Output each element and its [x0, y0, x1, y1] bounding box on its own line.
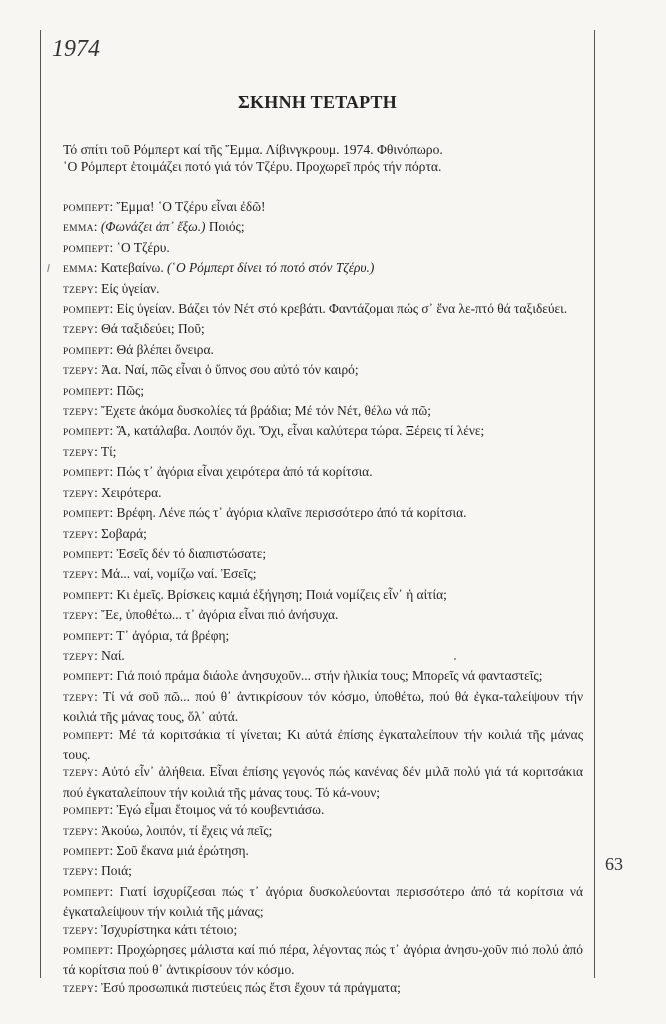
spoken-text: Τ᾽ ἀγόρια, τά βρέφη;	[116, 627, 230, 643]
speaker-name: ΤΖΕΡΥ	[63, 571, 95, 582]
spoken-text: Πῶς;	[116, 382, 145, 398]
spoken-text: Ἄ, κατάλαβα. Λοιπόν ὄχι. Ὄχι, εἶναι καλύτερα τώρα. Ξέρεις τί λένε;	[116, 423, 485, 439]
dialogue-line: ΤΖΕΡΥ: Θά ταξιδεύει; Ποῦ;	[63, 321, 205, 337]
dialogue-line: ΤΖΕΡΥ: Ἔχετε ἀκόμα δυσκολίες τά βράδια; Μέ τόν Νέτ, θέλω νά πῶ;	[63, 403, 431, 419]
speaker-name: ΤΖΕΡΥ	[63, 769, 95, 780]
dialogue-line: ΡΟΜΠΕΡΤ: Τ᾽ ἀγόρια, τά βρέφη;	[63, 627, 230, 643]
spoken-text: Προχώρησες μάλιστα καί πιό πέρα, λέγοντας πώς τ᾽ ἀγόρια ἀνησυ-χοῦν πιό πολύ ἀπό τά κορίτσια πού θ᾽ ἀντικρίσουν τόν κόσμο.	[63, 942, 583, 978]
dialogue-line: ΤΖΕΡΥ: Χειρότερα.	[63, 484, 162, 500]
speaker-name: ΡΟΜΠΕΡΤ	[63, 510, 110, 521]
speaker-name: ΡΟΜΠΕΡΤ	[63, 673, 110, 684]
dialogue-line: ΤΖΕΡΥ: Ποιά;	[63, 863, 132, 879]
speaker-name: ΤΖΕΡΥ	[63, 612, 95, 623]
running-header-year: 1974	[52, 36, 100, 62]
speaker-name: ΤΖΕΡΥ	[63, 489, 95, 500]
dialogue-line: ΤΖΕΡΥ: Αὐτό εἶν᾽ ἀλήθεια. Εἶναι ἐπίσης γεγονός πώς κανένας δέν μιλᾶ πολύ γιά τά κοριτσάκια πού ἐγκαταλείπουν τήν κοιλιά τῆς μάνας τους. Τό κά-νουν;	[63, 764, 583, 800]
right-margin-rule	[594, 30, 595, 978]
dialogue-line: ΡΟΜΠΕΡΤ: Ἄ, κατάλαβα. Λοιπόν ὄχι. Ὄχι, εἶναι καλύτερα τώρα. Ξέρεις τί λένε;	[63, 423, 485, 439]
dialogue-line: ΡΟΜΠΕΡΤ: Γιατί ἰσχυρίζεσαι πώς τ᾽ ἀγόρια δυσκολεύονται περισσότερο ἀπό τά κορίτσια νά ἐγκαταλείψουν τήν κοιλιά τῆς μάνας;	[63, 883, 583, 920]
speaker-name: ΡΟΜΠΕΡΤ	[63, 204, 110, 214]
stage-setting	[63, 141, 588, 175]
spoken-text: Βρέφη. Λένε πώς τ᾽ ἀγόρια κλαῖνε περισσότερο ἀπό τά κορίτσια.	[116, 505, 467, 521]
spoken-text: Ἀκούω, λοιπόν, τί ἔχεις νά πεῖς;	[101, 822, 273, 838]
speaker-name: ΡΟΜΠΕΡΤ	[63, 244, 110, 255]
spoken-text: Γιά ποιό πράμα διάολε ἀνησυχοῦν... στήν ἡλικία τους; Μπορεῖς νά φανταστεῖς;	[116, 668, 543, 684]
speaker-name: ΤΖΕΡΥ	[63, 984, 95, 995]
dialogue-line: ΡΟΜΠΕΡΤ: Εἰς ὑγείαν. Βάζει τόν Νέτ στό κρεβάτι. Φαντάζομαι πώς σ᾽ ἕνα λε-πτό θά ταξιδεύει.	[63, 301, 568, 317]
dialogue-line: ΡΟΜΠΕΡΤ: Σοῦ ἔκανα μιά ἐρώτηση.	[63, 843, 249, 858]
spoken-text: Γιατί ἰσχυρίζεσαι πώς τ᾽ ἀγόρια δυσκολεύονται περισσότερο ἀπό τά κορίτσια νά ἐγκαταλείψουν τήν κοιλιά τῆς μάνας;	[63, 883, 583, 920]
speaker-name: ΡΟΜΠΕΡΤ	[63, 428, 110, 439]
page-number: 63	[605, 854, 623, 874]
dialogue-line: ΤΖΕΡΥ: Ἀκούω, λοιπόν, τί ἔχεις νά πεῖς;	[63, 822, 273, 838]
speaker-name: ΤΖΕΡΥ	[63, 827, 95, 838]
spoken-text: Ἔε, ὑποθέτω... τ᾽ ἀγόρια εἶναι πιό ἀνήσυχα.	[101, 607, 339, 623]
spoken-text: Ποιά;	[101, 863, 132, 879]
speaker-name: ΤΖΕΡΥ	[63, 326, 95, 337]
dialogue-line: ΤΖΕΡΥ: Ἀα. Ναί, πῶς εἶναι ὁ ὕπνος σου αὐτό τόν καιρό;	[63, 362, 359, 378]
speaker-name: ΡΟΜΠΕΡΤ	[63, 469, 110, 480]
speaker-name: ΤΖΕΡΥ	[63, 285, 95, 296]
spoken-text: Σοβαρά;	[101, 525, 147, 541]
dialogue-line: ΤΖΕΡΥ: Μά... ναί, νομίζω ναί. Ἐσεῖς;	[63, 566, 257, 582]
dialogue-line: ΡΟΜΠΕΡΤ: Θά βλέπει ὄνειρα.	[63, 341, 214, 357]
dialogue-line: ΤΖΕΡΥ: Σοβαρά;	[63, 525, 147, 541]
setting-line: ῾Ο Ρόμπερτ ἑτοιμάζει ποτό γιά τόν Τζέρυ. Προχωρεῖ πρός τήν πόρτα.	[63, 159, 442, 174]
dialogue-line: ΡΟΜΠΕΡΤ: ῾Ο Τζέρυ.	[63, 239, 170, 255]
spoken-text: Ἐσεῖς δέν τό διαπιστώσατε;	[116, 545, 267, 561]
speaker-name: ΡΟΜΠΕΡΤ	[63, 632, 110, 643]
speaker-name: ΤΖΕΡΥ	[63, 652, 95, 663]
spoken-text: Εἰς ὑγείαν. Βάζει τόν Νέτ στό κρεβάτι. Φαντάζομαι πώς σ᾽ ἕνα λε-πτό θά ταξιδεύει.	[116, 301, 568, 317]
speaker-name: ΡΟΜΠΕΡΤ	[63, 848, 110, 858]
speaker-name: ΤΖΕΡΥ	[63, 530, 95, 541]
speaker-name: ΡΟΜΠΕΡΤ	[63, 731, 110, 742]
dialogue-line: ΤΖΕΡΥ: Τί νά σοῦ πῶ... πού θ᾽ ἀντικρίσουν τόν κόσμο, ὑποθέτω, πού θά ἐγκα-ταλείψουν τήν κοιλιά τῆς μάνας τους, ὅλ᾽ αὐτά.	[63, 688, 584, 725]
speaker-name: ΕΜΜΑ	[63, 265, 94, 276]
spoken-text: Ἔμμα! ῾Ο Τζέρυ εἶναι ἐδῶ!	[116, 199, 266, 214]
speaker-name: ΕΜΜΑ	[63, 224, 94, 235]
spoken-text: Ἰσχυρίστηκα κάτι τέτοιο;	[101, 921, 238, 937]
speaker-name: ΤΖΕΡΥ	[63, 868, 95, 879]
spoken-text: Τί;	[100, 443, 117, 459]
dialogue-line: ΡΟΜΠΕΡΤ: Μέ τά κοριτσάκια τί γίνεται; Κι αὐτά ἐπίσης ἐγκαταλείπουν τήν κοιλιά τῆς μάνας τους.	[63, 726, 583, 762]
speaker-name: ΡΟΜΠΕΡΤ	[63, 306, 110, 317]
dialogue-block	[63, 198, 583, 999]
setting-line: Τό σπίτι τοῦ Ρόμπερτ καί τῆς Ἔμμα. Λίβινγκρουμ. 1974. Φθινόπωρο.	[63, 142, 443, 157]
spoken-text: Τί νά σοῦ πῶ... πού θ᾽ ἀντικρίσουν τόν κόσμο, ὑποθέτω, πού θά ἐγκα-ταλείψουν τήν κοιλιά τῆς μάνας τους, ὅλ᾽ αὐτά.	[63, 688, 584, 725]
spoken-text: Θά ταξιδεύει; Ποῦ;	[101, 321, 205, 337]
dialogue-line: ΤΖΕΡΥ: Ἰσχυρίστηκα κάτι τέτοιο;	[63, 921, 238, 937]
dialogue-line: ΡΟΜΠΕΡΤ: Ἐσεῖς δέν τό διαπιστώσατε;	[63, 545, 267, 561]
speaker-name: ΤΖΕΡΥ	[63, 693, 95, 704]
spoken-text: Ἀα. Ναί, πῶς εἶναι ὁ ὕπνος σου αὐτό τόν καιρό;	[101, 362, 359, 378]
spoken-text: Πώς τ᾽ ἀγόρια εἶναι χειρότερα ἀπό τά κορίτσια.	[116, 464, 373, 480]
speaker-name: ΡΟΜΠΕΡΤ	[63, 550, 110, 561]
dialogue-line: ΡΟΜΠΕΡΤ: Κι ἐμεῖς. Βρίσκεις καμιά ἐξήγηση; Ποιά νομίζεις εἶν᾽ ἡ αἰτία;	[63, 586, 447, 602]
speaker-name: ΡΟΜΠΕΡΤ	[63, 346, 110, 357]
spoken-text: Ναί.	[101, 647, 125, 663]
spoken-text: Μέ τά κοριτσάκια τί γίνεται; Κι αὐτά ἐπίσης ἐγκαταλείπουν τήν κοιλιά τῆς μάνας τους.	[63, 726, 583, 762]
dialogue-line: ΡΟΜΠΕΡΤ: Ἐγώ εἶμαι ἕτοιμος νά τό κουβεντιάσω.	[63, 802, 325, 818]
dialogue-line: ΤΖΕΡΥ: Ἔε, ὑποθέτω... τ᾽ ἀγόρια εἶναι πιό ἀνήσυχα.	[63, 607, 339, 623]
speaker-name: ΤΖΕΡΥ	[63, 408, 95, 419]
dialogue-line: ΤΖΕΡΥ: Εἰς ὑγείαν.	[63, 280, 160, 296]
spoken-text: ῾Ο Τζέρυ.	[116, 239, 170, 255]
dialogue-line: ΡΟΜΠΕΡΤ: Γιά ποιό πράμα διάολε ἀνησυχοῦν... στήν ἡλικία τους; Μπορεῖς νά φανταστεῖς;	[63, 668, 543, 684]
speaker-name: ΡΟΜΠΕΡΤ	[63, 807, 110, 818]
dialogue-line: ΡΟΜΠΕΡΤ: Βρέφη. Λένε πώς τ᾽ ἀγόρια κλαῖνε περισσότερο ἀπό τά κορίτσια.	[63, 505, 467, 521]
spoken-text: Θά βλέπει ὄνειρα.	[116, 341, 214, 357]
dialogue-line: ΡΟΜΠΕΡΤ: Ἔμμα! ῾Ο Τζέρυ εἶναι ἐδῶ!	[63, 199, 266, 214]
dialogue-line: ΤΖΕΡΥ: Ναί.	[63, 647, 125, 663]
speaker-name: ΤΖΕΡΥ	[63, 367, 95, 378]
speaker-name: ΤΖΕΡΥ	[63, 926, 95, 937]
dialogue-line: ΡΟΜΠΕΡΤ: Πώς τ᾽ ἀγόρια εἶναι χειρότερα ἀπό τά κορίτσια.	[63, 464, 373, 480]
dialogue-line: ΕΜΜΑ: (Φωνάζει ἀπ᾽ ἔξω.) Ποιός;	[63, 219, 245, 235]
spoken-text: Ἔχετε ἀκόμα δυσκολίες τά βράδια; Μέ τόν Νέτ, θέλω νά πῶ;	[101, 403, 431, 419]
stage-direction: (Φωνάζει ἀπ᾽ ἔξω.)	[100, 219, 206, 235]
stage-direction: (῾Ο Ρόμπερτ δίνει τό ποτό στόν Τζέρυ.)	[167, 260, 375, 276]
spoken-text: Αὐτό εἶν᾽ ἀλήθεια. Εἶναι ἐπίσης γεγονός πώς κανένας δέν μιλᾶ πολύ γιά τά κοριτσάκια πού ἐγκαταλείπουν τήν κοιλιά τῆς μάνας τους. Τό κά-νουν;	[63, 764, 583, 800]
spoken-text: Κι ἐμεῖς. Βρίσκεις καμιά ἐξήγηση; Ποιά νομίζεις εἶν᾽ ἡ αἰτία;	[116, 586, 447, 602]
dialogue-line: ΤΖΕΡΥ: Ἐσύ προσωπικά πιστεύεις πώς ἔτσι ἔχουν τά πράγματα;	[63, 979, 401, 995]
speaker-name: ΤΖΕΡΥ	[63, 448, 95, 459]
dialogue-line: ΡΟΜΠΕΡΤ: Πῶς;	[63, 382, 145, 398]
dialogue-line: ΕΜΜΑ: Κατεβαίνω. (῾Ο Ρόμπερτ δίνει τό ποτό στόν Τζέρυ.)	[63, 260, 375, 276]
scene-title: ΣΚΗΝΗ ΤΕΤΑΡΤΗ	[237, 92, 398, 112]
dialogue-line: ΡΟΜΠΕΡΤ: Προχώρησες μάλιστα καί πιό πέρα, λέγοντας πώς τ᾽ ἀγόρια ἀνησυ-χοῦν πιό πολύ ἀπό τά κορίτσια πού θ᾽ ἀντικρίσουν τόν κόσμο.	[63, 942, 583, 978]
spoken-text: Ἐσύ προσωπικά πιστεύεις πώς ἔτσι ἔχουν τά πράγματα;	[101, 979, 401, 995]
speaker-name: ΡΟΜΠΕΡΤ	[63, 947, 110, 958]
speaker-name: ΡΟΜΠΕΡΤ	[63, 888, 110, 899]
spoken-text: Μά... ναί, νομίζω ναί. Ἐσεῖς;	[101, 566, 257, 582]
spoken-text: Ποιός;	[205, 219, 245, 235]
spoken-text: Κατεβαίνω.	[100, 260, 168, 276]
margin-mark	[47, 264, 50, 272]
spoken-text: Εἰς ὑγείαν.	[101, 280, 160, 296]
dialogue-line: ΤΖΕΡΥ: Τί;	[63, 443, 117, 459]
speaker-name: ΡΟΜΠΕΡΤ	[63, 387, 110, 398]
left-margin-rule	[40, 30, 41, 978]
spoken-text: Ἐγώ εἶμαι ἕτοιμος νά τό κουβεντιάσω.	[116, 802, 325, 818]
spoken-text: Χειρότερα.	[101, 484, 162, 500]
spoken-text: Σοῦ ἔκανα μιά ἐρώτηση.	[116, 843, 249, 858]
speaker-name: ΡΟΜΠΕΡΤ	[63, 591, 110, 602]
